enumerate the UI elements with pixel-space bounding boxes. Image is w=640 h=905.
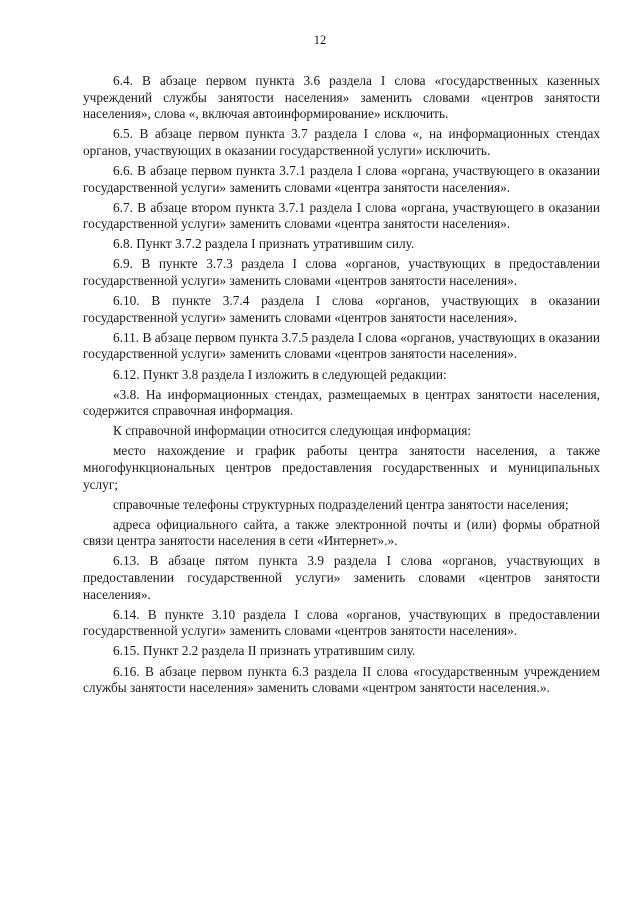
paragraph-6-5: 6.5. В абзаце первом пункта 3.7 раздела I слова «, на информационных стендах органов, участвующих в оказании государственной услуги» исключить.: [83, 126, 600, 158]
paragraph-location-schedule: место нахождение и график работы центра занятости населения, а также многофункциональных центров предоставления государственных и муниципальных услуг;: [83, 443, 600, 492]
paragraph-reference-info: К справочной информации относится следующая информация:: [113, 423, 472, 439]
paragraph-phones: справочные телефоны структурных подразделений центра занятости населения;: [113, 496, 569, 512]
paragraph-6-6: 6.6. В абзаце первом пункта 3.7.1 раздела I слова «органа, участвующего в оказании государственной услуги» заменить словами «центра занятости населения».: [83, 162, 600, 195]
page-number: 12: [313, 33, 327, 47]
paragraph-6-11: 6.11. В абзаце первом пункта 3.7.5 раздела I слова «органов, участвующих в оказании государственной услуги» заменить словами «центров занятости населения».: [83, 329, 600, 362]
paragraph-addresses: адреса официального сайта, а также электронной почты и (или) формы обратной связи центра занятости населения в сети «Интернет».».: [83, 516, 600, 549]
paragraph-6-14: 6.14. В пункте 3.10 раздела I слова «органов, участвующих в предоставлении государственной услуги» заменить словами «центров занятости населения».: [83, 606, 600, 639]
paragraph-6-7: 6.7. В абзаце втором пункта 3.7.1 раздела I слова «органа, участвующего в оказании государственной услуги» заменить словами «центра занятости населения».: [83, 199, 600, 232]
paragraph-6-9: 6.9. В пункте 3.7.3 раздела I слова «органов, участвующих в предоставлении государственной услуги» заменить словами «центров занятости населения».: [83, 256, 600, 289]
paragraph-6-12: 6.12. Пункт 3.8 раздела I изложить в следующей редакции:: [113, 366, 447, 382]
paragraph-6-10: 6.10. В пункте 3.7.4 раздела I слова «органов, участвующих в оказании государственной услуги» заменить словами «центров занятости населения».: [83, 293, 600, 325]
paragraph-6-16: 6.16. В абзаце первом пункта 6.3 раздела II слова «государственным учреждением службы занятости населения» заменить словами «центром занятости населения.».: [83, 663, 600, 696]
document-body: [83, 73, 600, 700]
paragraph-6-15: 6.15. Пункт 2.2 раздела II признать утратившим силу.: [113, 643, 416, 659]
paragraph-6-4: 6.4. В абзаце первом пункта 3.6 раздела I слова «государственных казенных учреждений службы занятости населения» заменить словами «центров занятости населения», слова «, включая автоинформирование» исключить.: [83, 73, 600, 122]
paragraph-6-13: 6.13. В абзаце пятом пункта 3.9 раздела I слова «органов, участвующих в предоставлении государственной услуги» заменить словами «центров занятости населения».: [83, 553, 600, 602]
paragraph-6-8: 6.8. Пункт 3.7.2 раздела I признать утратившим силу.: [113, 236, 415, 252]
paragraph-3-8-stands: «3.8. На информационных стендах, размещаемых в центрах занятости населения, содержится справочная информация.: [83, 386, 600, 419]
